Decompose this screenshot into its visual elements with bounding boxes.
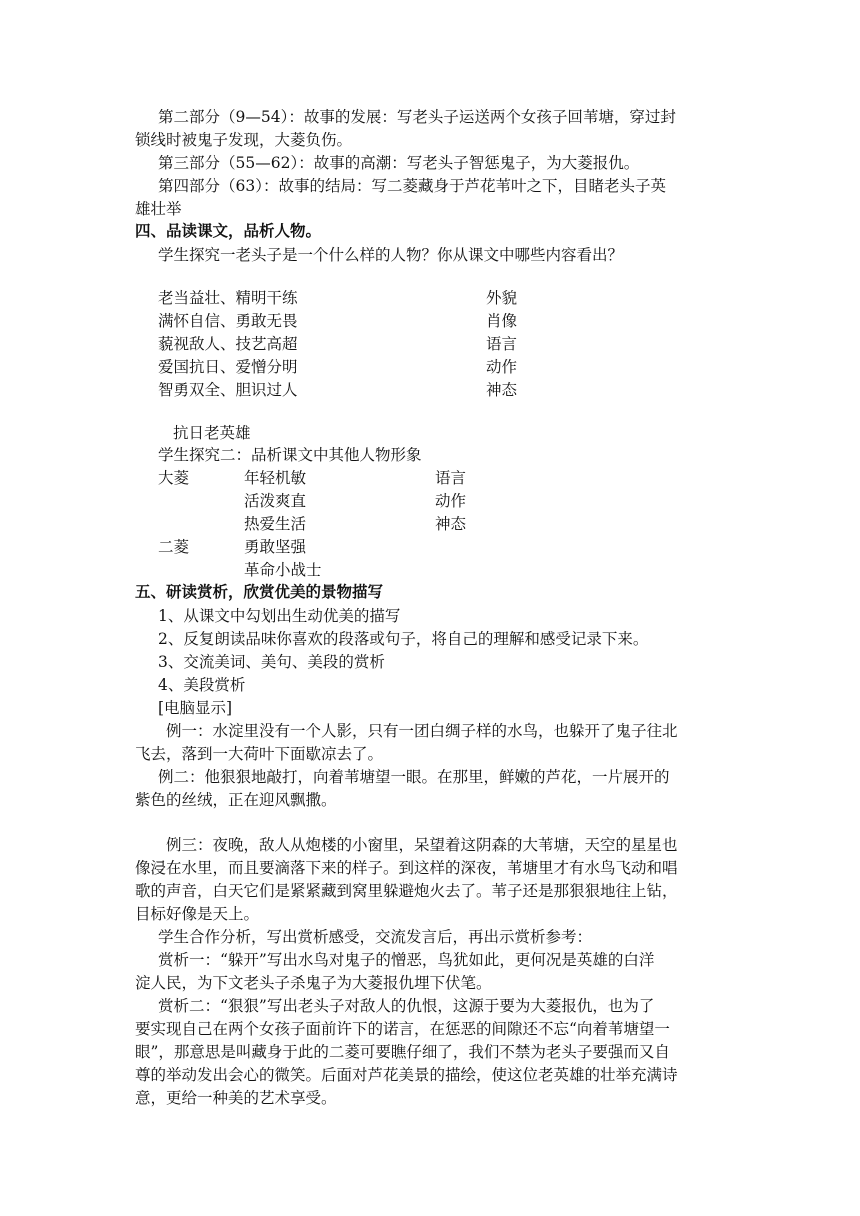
section5-heading: 五、研读赏析，欣赏优美的景物描写	[135, 583, 384, 601]
daling-trait: 活泼爽直	[244, 492, 307, 510]
trait-item: 智勇双全、胆识过人	[158, 381, 298, 399]
analysis2-line5: 意，更给一种美的艺术享受。	[135, 1089, 337, 1107]
section4-heading: 四、品读课文，品析人物。	[135, 222, 322, 240]
daling-aspect: 语言	[435, 469, 467, 487]
erling-trait: 革命小战士	[244, 561, 322, 579]
aspect-item: 外貌	[486, 289, 518, 307]
example2-line2: 紫色的丝绒，正在迎风飘撒。	[135, 791, 337, 809]
erling-name: 二菱	[158, 538, 190, 556]
analysis2-line1: 赏析二：“狠狠”写出老头子对敌人的仇恨，这源于要为大菱报仇，也为了	[158, 997, 655, 1015]
aspect-item: 肖像	[486, 312, 518, 330]
daling-trait: 热爱生活	[244, 515, 307, 533]
trait-item: 老当益壮、精明干练	[158, 289, 298, 307]
computer-display-label: [电脑显示]	[158, 699, 233, 717]
trait-item: 满怀自信、勇敢无畏	[158, 312, 298, 330]
section5-item: 1、从课文中勾划出生动优美的描写	[158, 607, 401, 625]
analysis2-line2: 要实现自己在两个女孩子面前许下的诺言，在惩恶的间隙还不忘“向着苇塘望一	[135, 1020, 670, 1038]
trait-item: 爱国抗日、爱憎分明	[158, 358, 298, 376]
erling-trait: 勇敢坚强	[244, 538, 307, 556]
example2-line1: 例二：他狠狠地敲打，向着苇塘望一眼。在那里，鲜嫩的芦花，一片展开的	[158, 768, 670, 786]
section5-item: 2、反复朗读品味你喜欢的段落或句子，将自己的理解和感受记录下来。	[158, 630, 649, 648]
part4-line1: 第四部分（63）：故事的结局：写二菱藏身于芦花苇叶之下，目睹老头子英	[158, 177, 666, 195]
section4-question1: 学生探究一老头子是一个什么样的人物？你从课文中哪些内容看出？	[158, 246, 624, 264]
aspect-item: 神态	[486, 381, 518, 399]
section5-item: 3、交流美词、美句、美段的赏析	[158, 653, 385, 671]
section4-question2: 学生探究二：品析课文中其他人物形象	[158, 446, 422, 464]
aspect-item: 语言	[486, 335, 518, 353]
analysis1-line2: 淀人民，为下文老头子杀鬼子为大菱报仇埋下伏笔。	[135, 974, 492, 992]
analysis1-line1: 赏析一：“躲开”写出水鸟对鬼子的憎恶，鸟犹如此，更何况是英雄的白洋	[158, 951, 655, 969]
example3-line2: 像浸在水里，而且要滴落下来的样子。到这样的深夜，苇塘里才有水鸟飞动和唱	[135, 859, 678, 877]
example3-line3: 歌的声音，白天它们是紧紧藏到窝里躲避炮火去了。苇子还是那狠狠地往上钻，	[135, 882, 678, 900]
example3-line4: 目标好像是天上。	[135, 905, 260, 923]
part2-line1: 第二部分（9—54）：故事的发展：写老头子运送两个女孩子回苇塘，穿过封	[158, 108, 676, 126]
section5-item: 4、美段赏析	[158, 676, 246, 694]
example1-line2: 飞去，落到一大荷叶下面歇凉去了。	[135, 745, 384, 763]
cooperation-line: 学生合作分析，写出赏析感受，交流发言后，再出示赏析参考：	[158, 928, 593, 946]
daling-aspect: 神态	[435, 515, 467, 533]
part3-line: 第三部分（55—62）：故事的高潮：写老头子智惩鬼子，为大菱报仇。	[158, 154, 640, 172]
daling-trait: 年轻机敏	[244, 469, 307, 487]
hero-summary: 抗日老英雄	[173, 424, 251, 442]
example3-line1: 例三：夜晚，敌人从炮楼的小窗里，呆望着这阴森的大苇塘，天空的星星也	[166, 836, 678, 854]
part4-line2: 雄壮举	[135, 200, 182, 218]
aspect-item: 动作	[486, 358, 518, 376]
analysis2-line3: 眼”，那意思是叫藏身于此的二菱可要瞧仔细了，我们不禁为老头子要强而又自	[135, 1043, 670, 1061]
daling-aspect: 动作	[435, 492, 467, 510]
daling-name: 大菱	[158, 469, 190, 487]
trait-item: 藐视敌人、技艺高超	[158, 335, 298, 353]
analysis2-line4: 尊的举动发出会心的微笑。后面对芦花美景的描绘，使这位老英雄的壮举充满诗	[135, 1066, 678, 1084]
part2-line2: 锁线时被鬼子发现，大菱负伤。	[135, 131, 353, 149]
example1-line1: 例一：水淀里没有一个人影，只有一团白绸子样的水鸟，也躲开了鬼子往北	[166, 722, 678, 740]
